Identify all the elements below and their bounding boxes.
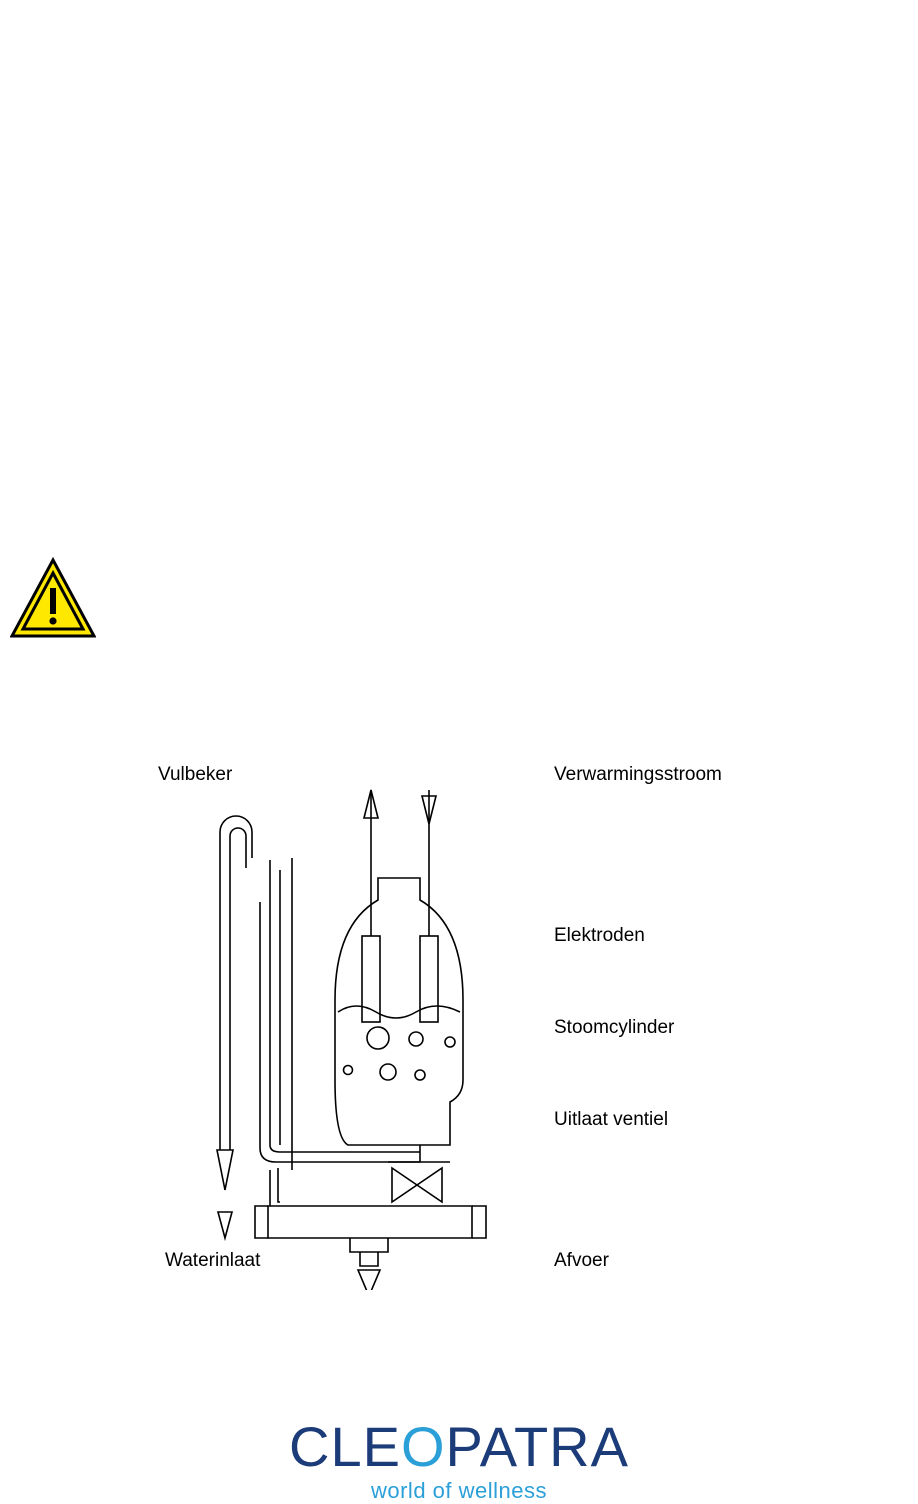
cleopatra-logo [0,1415,918,1504]
label-afvoer: Afvoer [554,1250,609,1271]
label-elektroden: Elektroden [554,925,645,946]
label-verwarmingsstroom: Verwarmingsstroom [554,764,722,785]
label-waterinlaat: Waterinlaat [165,1250,261,1271]
logo-text-part1: CLE [289,1415,401,1478]
steam-cylinder-diagram [120,750,800,1290]
logo-wordmark [289,1415,629,1478]
logo-text-part3: PATRA [445,1415,629,1478]
label-stoomcylinder: Stoomcylinder [554,1017,675,1038]
label-uitlaat-ventiel: Uitlaat ventiel [554,1109,669,1130]
label-vulbeker: Vulbeker [158,764,233,785]
logo-tagline: world of wellness [370,1478,547,1503]
diagram-drawing [120,750,800,1290]
logo-text-o: O [400,1415,446,1478]
warning-triangle-icon [10,556,96,642]
